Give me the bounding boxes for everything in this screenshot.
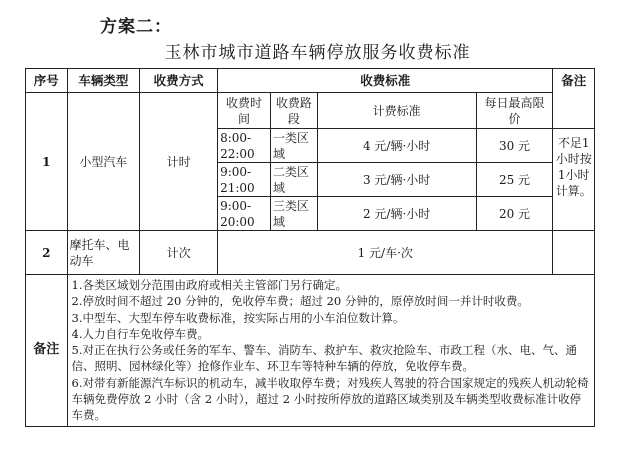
tier3-rate: 2 元/辆·小时 <box>317 197 476 231</box>
row2-vehicle-type: 摩托车、电动车 <box>67 231 140 275</box>
tier1-time: 8:00-22:00 <box>218 129 271 163</box>
note-item: 1.各类区域划分范围由政府或相关主管部门另行确定。 <box>71 278 348 292</box>
notes-label: 备注 <box>26 275 68 427</box>
tier2-zone: 二类区域 <box>271 163 318 197</box>
row1-vehicle-type: 小型汽车 <box>67 93 140 231</box>
header-charge-method: 收费方式 <box>140 69 218 93</box>
row2-charge-method: 计次 <box>140 231 218 275</box>
row2-rate: 1 元/车·次 <box>218 231 553 275</box>
row1-remark: 不足1小时按1小时计算。 <box>553 129 595 231</box>
subheader-daily-max: 每日最高限价 <box>476 93 553 129</box>
tier2-time: 9:00-21:00 <box>218 163 271 197</box>
note-item: 2.停放时间不超过 20 分钟的，免收停车费；超过 20 分钟的，原停放时间一并计时收费。 <box>71 294 529 309</box>
row2-index: 2 <box>26 231 68 275</box>
tier2-daily-max: 25 元 <box>476 163 553 197</box>
header-vehicle-type: 车辆类型 <box>67 69 140 93</box>
note-item: 3.中型车、大型车停车收费标准，按实际占用的小车泊位数计算。 <box>71 310 405 325</box>
table-title: 玉林市城市道路车辆停放服务收费标准 <box>164 43 471 63</box>
row1-charge-method: 计时 <box>140 93 218 231</box>
subheader-rate: 计费标准 <box>317 93 476 129</box>
note-item: 4.人力自行车免收停车费。 <box>71 326 210 341</box>
header-fee-standard: 收费标准 <box>218 69 553 93</box>
subheader-time: 收费时间 <box>218 93 271 129</box>
header-index: 序号 <box>26 69 68 93</box>
tier1-daily-max: 30 元 <box>476 129 553 163</box>
tier1-rate: 4 元/辆·小时 <box>317 129 476 163</box>
fee-standard-table <box>25 68 595 427</box>
tier3-zone: 三类区域 <box>271 197 318 231</box>
plan-title: 方案二： <box>100 17 172 37</box>
tier3-time: 9:00-20:00 <box>218 197 271 231</box>
row1-index: 1 <box>26 93 68 231</box>
note-item: 5.对正在执行公务或任务的军车、警车、消防车、救护车、救灾抢险车、市政工程（水、电、气、通信、照明、园林绿化等）抢修作业车、环卫车等特种车辆的停放，免收停车费。 <box>71 343 577 374</box>
tier2-rate: 3 元/辆·小时 <box>317 163 476 197</box>
subheader-zone: 收费路段 <box>271 93 318 129</box>
header-remarks: 备注 <box>553 69 595 129</box>
notes-list <box>67 275 594 427</box>
tier1-zone: 一类区域 <box>271 129 318 163</box>
tier3-daily-max: 20 元 <box>476 197 553 231</box>
row2-remark <box>553 231 595 275</box>
note-item: 6.对带有新能源汽车标识的机动车，减半收取停车费；对残疾人驾驶的符合国家规定的残疾人机动轮椅车辆免费停放 2 小时（含 2 小时），超过 2 小时按所停放的道路区域类别及车辆类型收费标准计收停车费。 <box>71 375 589 423</box>
